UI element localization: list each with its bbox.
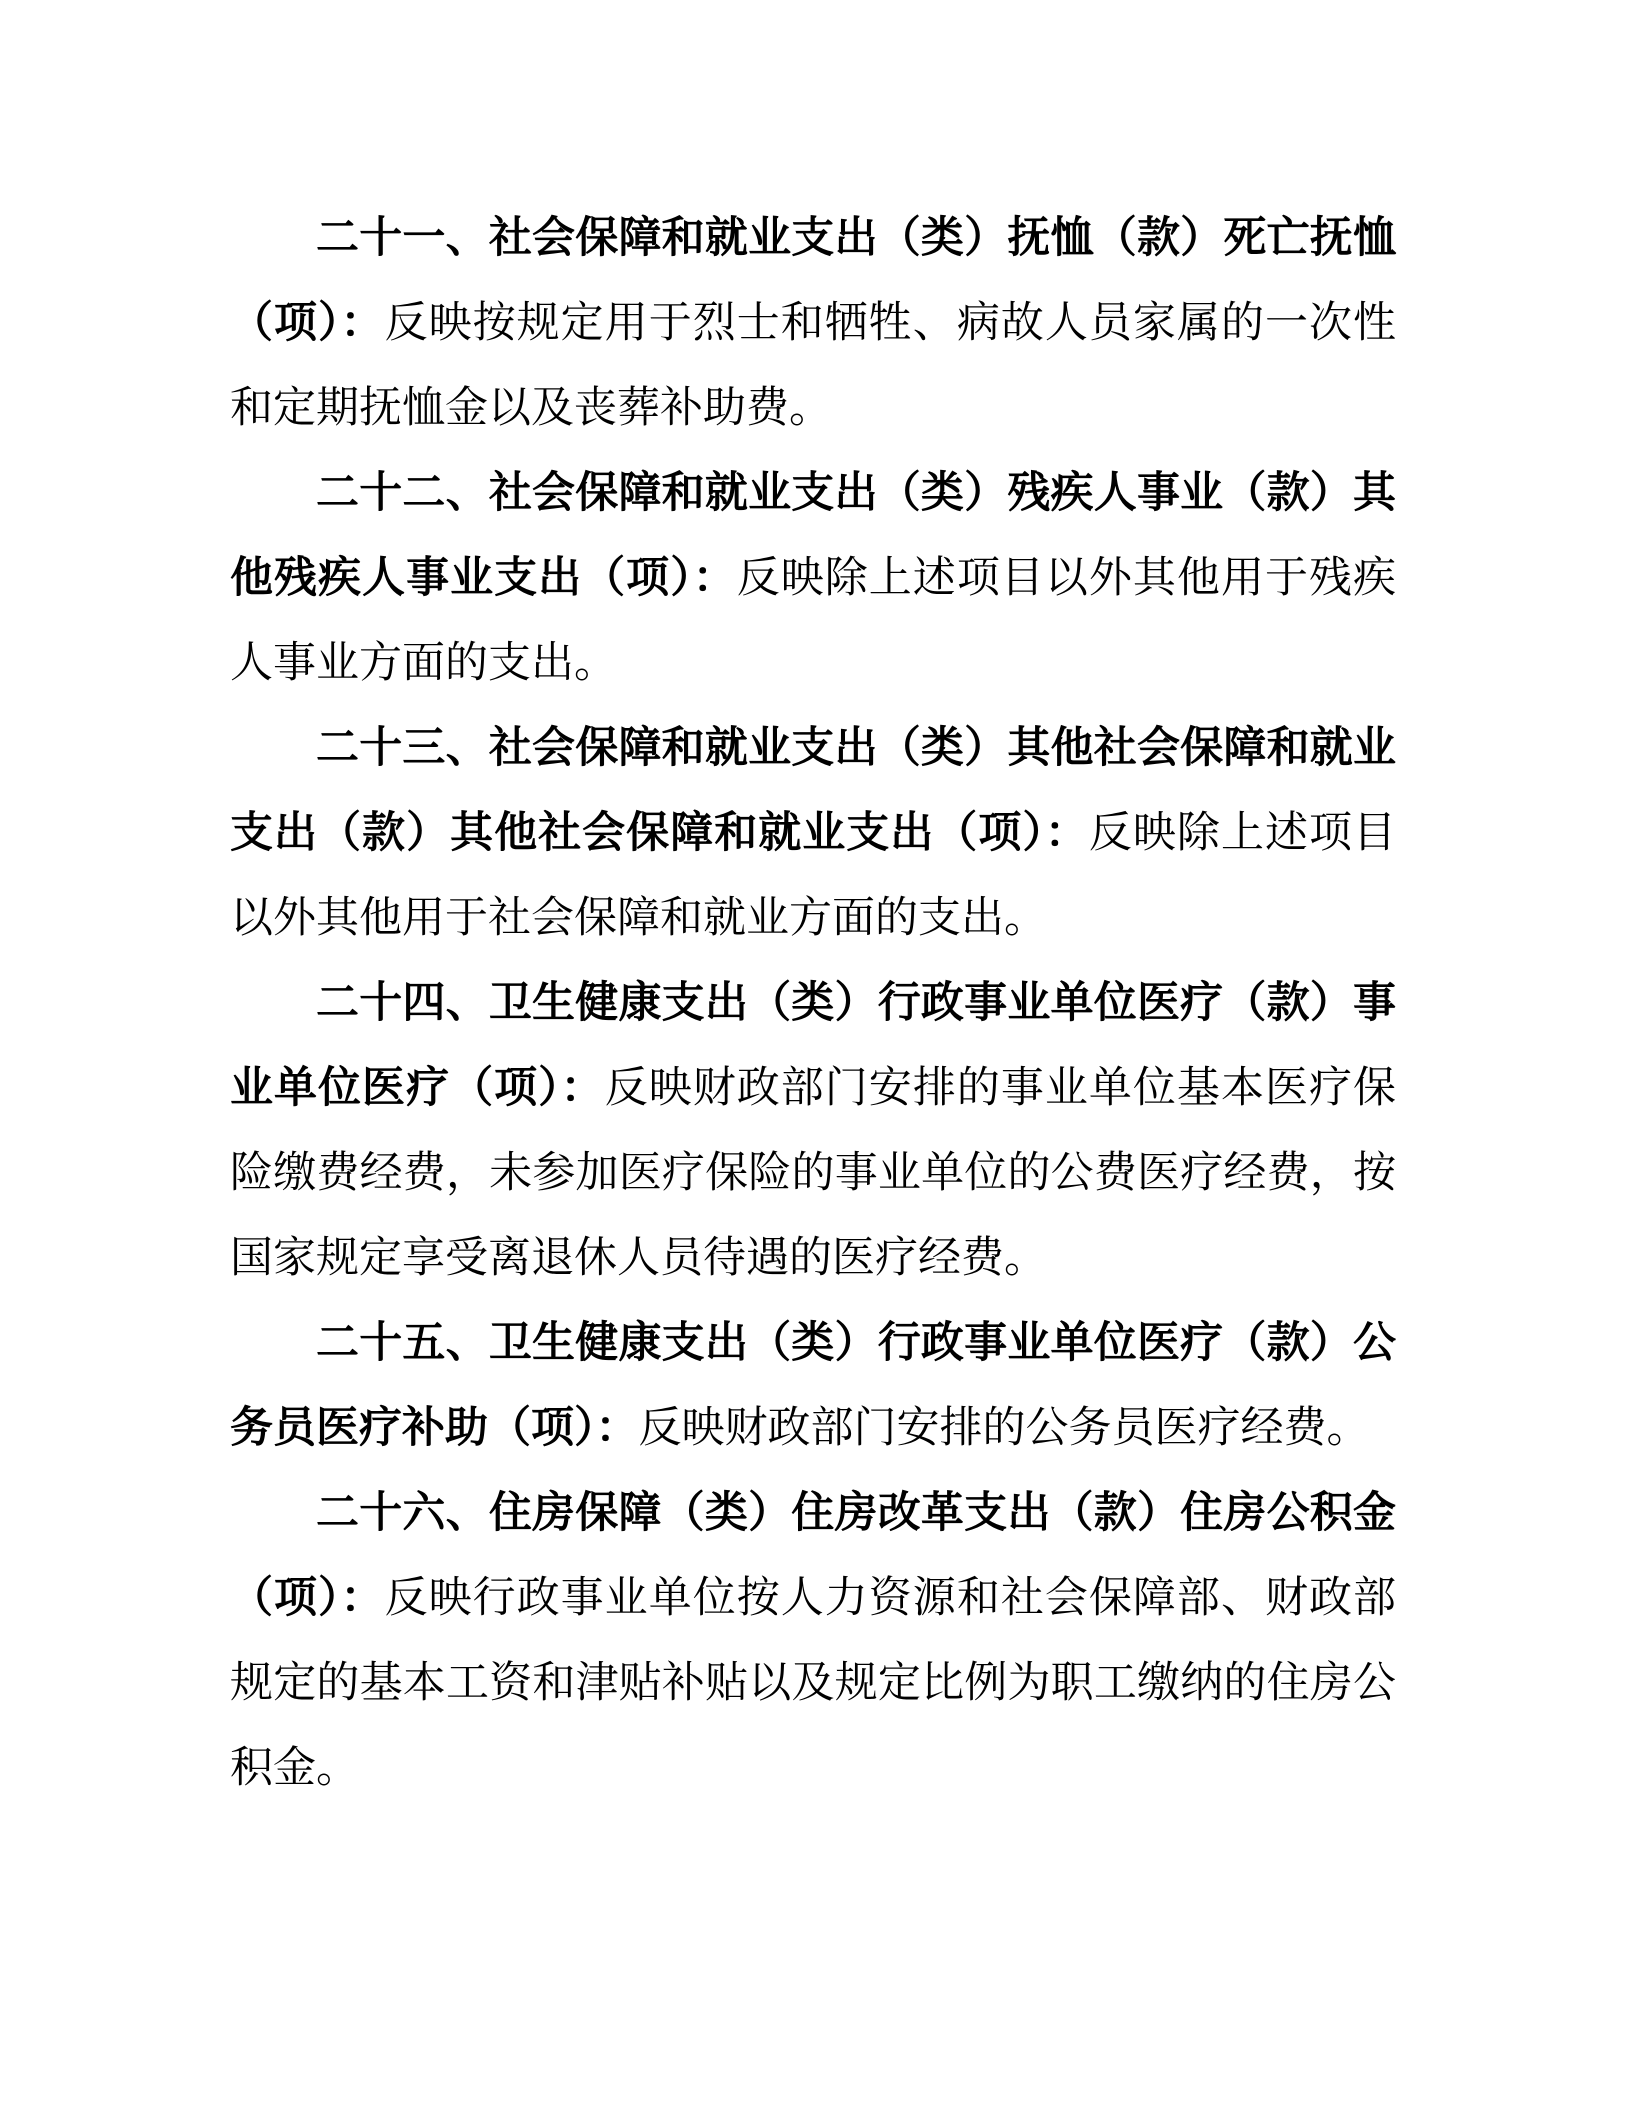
paragraph-26 <box>230 1471 1396 1811</box>
paragraph-24-body: 反映财政部门安排的事业单位基本医疗保险缴费经费，未参加医疗保险的事业单位的公费医疗经费，按国家规定享受离退休人员待遇的医疗经费。 <box>230 1065 1397 1282</box>
paragraph-22-body: 反映除上述项目以外其他用于残疾人事业方面的支出。 <box>230 555 1397 687</box>
paragraph-21-heading: 二十一、社会保障和就业支出（类）抚恤（款）死亡抚恤（项）： <box>230 214 1396 347</box>
paragraph-24-heading: 二十四、卫生健康支出（类）行政事业单位医疗（款）事业单位医疗（项）： <box>230 979 1396 1112</box>
paragraph-23-body: 反映除上述项目以外其他用于社会保障和就业方面的支出。 <box>230 810 1397 942</box>
paragraph-26-body: 反映行政事业单位按人力资源和社会保障部、财政部规定的基本工资和津贴补贴以及规定比例为职工缴纳的住房公积金。 <box>230 1575 1397 1792</box>
paragraph-25 <box>230 1301 1396 1471</box>
paragraph-25-body: 反映财政部门安排的公务员医疗经费。 <box>638 1405 1370 1452</box>
paragraph-23 <box>230 706 1396 961</box>
paragraph-22-heading: 二十二、社会保障和就业支出（类）残疾人事业（款）其他残疾人事业支出（项）： <box>230 469 1396 602</box>
paragraph-25-heading: 二十五、卫生健康支出（类）行政事业单位医疗（款）公务员医疗补助（项）： <box>230 1319 1396 1452</box>
paragraph-23-heading: 二十三、社会保障和就业支出（类）其他社会保障和就业支出（款）其他社会保障和就业支出（项）： <box>230 724 1396 857</box>
paragraph-21 <box>230 196 1396 451</box>
paragraph-21-body: 反映按规定用于烈士和牺牲、病故人员家属的一次性和定期抚恤金以及丧葬补助费。 <box>230 300 1397 432</box>
document-body <box>230 196 1396 1811</box>
paragraph-22 <box>230 451 1396 706</box>
paragraph-26-heading: 二十六、住房保障（类）住房改革支出（款）住房公积金（项）： <box>230 1489 1396 1622</box>
paragraph-24 <box>230 961 1396 1301</box>
